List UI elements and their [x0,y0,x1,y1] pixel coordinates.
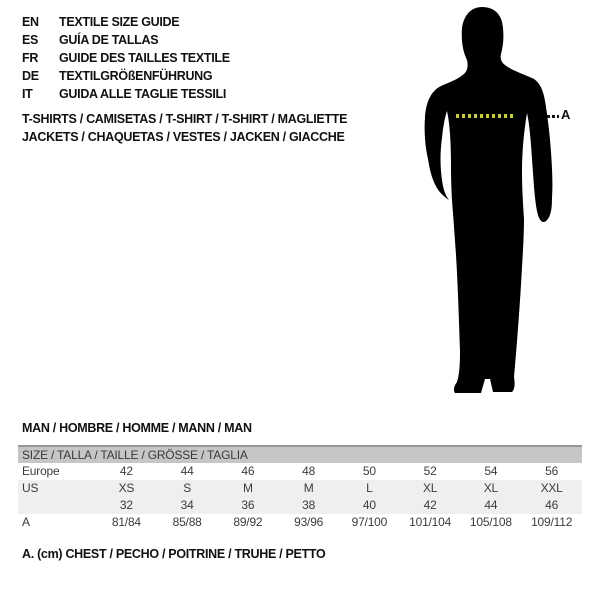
man-silhouette-icon [422,6,572,396]
size-cell: 46 [241,464,255,478]
language-title: TEXTILGRÖßENFÜHRUNG [59,69,213,83]
size-figure [422,6,592,398]
size-cell: 89/92 [233,515,263,529]
size-cell: 101/104 [409,515,452,529]
size-cell: 56 [545,464,559,478]
size-cell: 105/108 [469,515,512,529]
size-cell: M [303,481,314,495]
language-code: EN [22,15,39,29]
section-title: MAN / HOMBRE / HOMME / MANN / MAN [22,421,252,435]
product-line: JACKETS / CHAQUETAS / VESTES / JACKEN / GIACCHE [22,130,345,144]
size-cell: 38 [302,498,316,512]
size-cell: 36 [241,498,255,512]
size-cell: 52 [423,464,437,478]
language-row [22,13,230,31]
size-cell: 81/84 [111,515,141,529]
language-row [22,85,230,103]
language-title: TEXTILE SIZE GUIDE [59,15,180,29]
size-cell: XL [422,481,438,495]
footnote: A. (cm) CHEST / PECHO / POITRINE / TRUHE / PETTO [22,547,326,561]
row-label [18,497,96,514]
size-cell: XL [483,481,499,495]
language-row [22,31,230,49]
size-cell: 46 [545,498,559,512]
size-cell: 85/88 [172,515,202,529]
size-cell: 44 [484,498,498,512]
size-table [18,445,582,531]
language-row [22,67,230,85]
size-table-body [18,463,582,531]
table-row [18,514,582,531]
measure-label-a: A [561,107,571,122]
language-code: ES [22,33,39,47]
size-cell: XXL [540,481,563,495]
size-cell: L [366,481,373,495]
size-cell: 93/96 [294,515,324,529]
language-title: GUIDA ALLE TAGLIE TESSILI [59,87,227,101]
table-row [18,480,582,497]
language-code: FR [22,51,39,65]
product-line: T-SHIRTS / CAMISETAS / T-SHIRT / T-SHIRT / MAGLIETTE [22,112,348,126]
size-cell: 97/100 [351,515,388,529]
language-code: DE [22,69,39,83]
size-cell: 54 [484,464,498,478]
chest-measure-line-inner [456,114,516,118]
row-label: A [22,515,30,529]
language-title: GUIDE DES TAILLES TEXTILE [59,51,230,65]
size-cell: XS [118,481,135,495]
size-cell: 34 [180,498,194,512]
size-cell: 44 [180,464,194,478]
size-cell: M [242,481,253,495]
language-title: GUÍA DE TALLAS [59,33,159,47]
size-cell: S [183,481,192,495]
size-cell: 32 [119,498,133,512]
size-cell: 42 [423,498,437,512]
size-cell: 42 [119,464,133,478]
table-row [18,497,582,514]
product-lines [22,110,347,146]
language-code: IT [22,87,33,101]
table-row [18,463,582,480]
man-silhouette-path [425,7,553,393]
row-label: US [22,481,39,495]
size-cell: 40 [362,498,376,512]
row-label: Europe [22,464,60,478]
language-list [22,13,230,103]
size-cell: 48 [302,464,316,478]
language-row [22,49,230,67]
size-cell: 109/112 [531,515,573,529]
size-table-header: SIZE / TALLA / TAILLE / GRÖSSE / TAGLIA [18,445,582,463]
size-cell: 50 [362,464,376,478]
chest-measure-line-outer [547,115,559,118]
